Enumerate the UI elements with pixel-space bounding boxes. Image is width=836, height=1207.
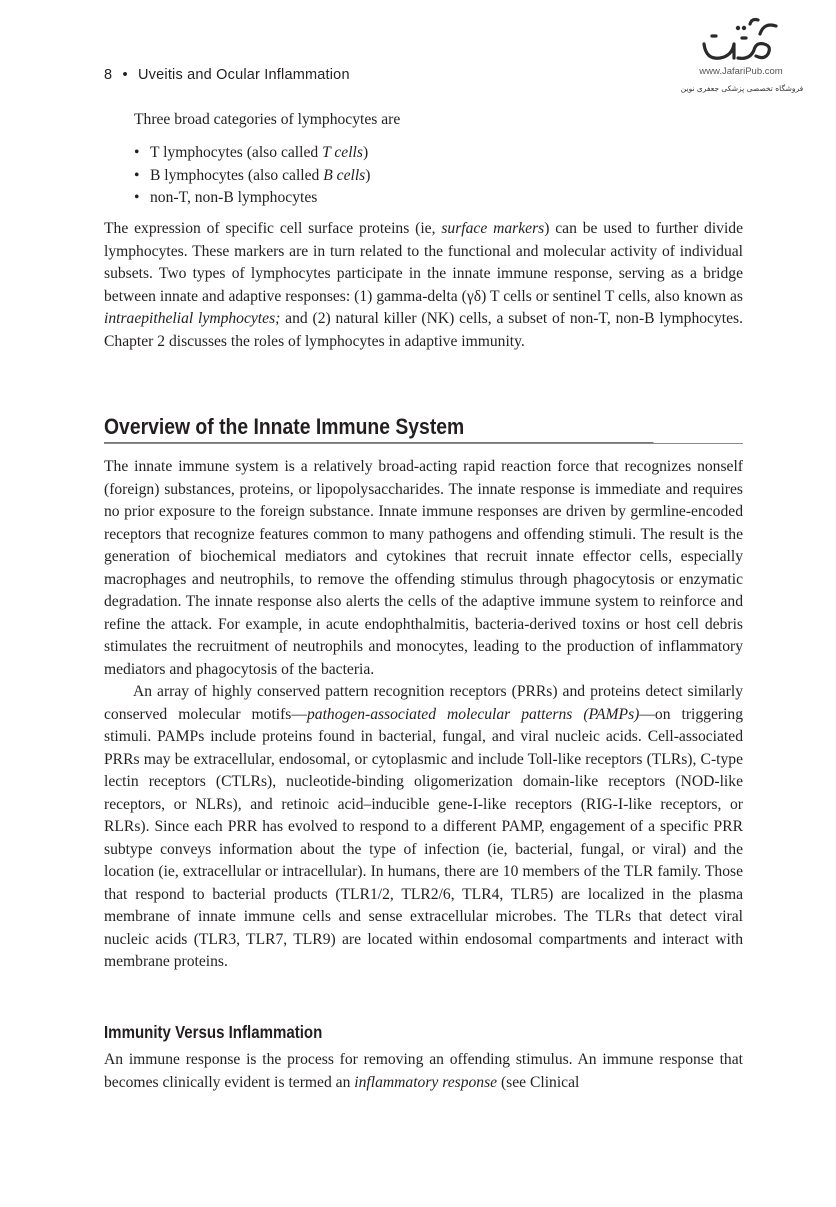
bullet-icon: • bbox=[134, 166, 140, 184]
paragraph-innate-overview: The innate immune system is a relatively broad-acting rapid reaction force that recognizes nonself (foreign) substances, proteins, or lipopolysaccharides. The innate response is immediate and requires no prior exposure to the foreign substance. Innate immune responses are driven by germline-encoded receptors that recognize features common to many pathogens and offending stimuli. The result is the generation of biochemical mediators and cytokines that recruit innate effector cells, especially macrophages and neutrophils, to remove the offending stimulus through phagocytosis or enzymatic degradation. The innate response also alerts the cells of the adaptive immune system to reinforce and refine the attack. For example, in acute endophthalmitis, bacteria-derived toxins or host cell debris stimulates the recruitment of neutrophils and monocytes, leading to the production of inflammatory mediators and phagocytosis of the bacteria. An array of highly conserved pattern recognition receptors (PRRs) and proteins detect similarly conserved molecular motifs—pathogen-associated molecular patterns (PAMPs)—on triggering stimuli. PAMPs include proteins found in bacterial, fungal, and viral nucleic acids. Cell-associated PRRs may be extracellular, endosomal, or cytoplasmic and include Toll-like receptors (TLRs), C-type lectin receptors (CTLRs), nucleotide-binding oligomerization domain-like receptors (NOD-like receptors, or NLRs), and retinoic acid–inducible gene-I-like receptors (RIG-I-like receptors, or RLRs). Since each PRR has evolved to respond to a different PAMP, engagement of a specific PRR subtype conveys information about the type of infection (ie, bacterial, fungal, or viral) and the location (ie, extracellular or intracellular). In humans, there are 10 members of the TLR family. Those that respond to bacterial products (TLR1/2, TLR2/6, TLR4, TLR5) are localized in the plasma membrane of innate immune cells and sense extracellular microbes. The TLRs that detect viral nucleic acids (TLR3, TLR7, TLR9) are located within endosomal compartments and interact with membrane proteins. bbox=[104, 456, 743, 974]
publisher-url: www.JafariPub.com bbox=[699, 66, 783, 77]
header-separator: • bbox=[122, 67, 128, 83]
publisher-logo-icon bbox=[698, 14, 784, 66]
page-number: 8 bbox=[104, 67, 113, 83]
section-rule bbox=[104, 443, 743, 444]
list-item: • non-T, non-B lymphocytes bbox=[134, 187, 370, 210]
list-item: • B lymphocytes (also called B cells) bbox=[134, 165, 370, 188]
list-item: • T lymphocytes (also called T cells) bbox=[134, 142, 370, 165]
intro-sentence: Three broad categories of lymphocytes are bbox=[134, 111, 401, 128]
subsection-heading: Immunity Versus Inflammation bbox=[104, 1022, 323, 1042]
lymphocyte-category-list bbox=[134, 142, 370, 210]
paragraph-surface-markers: The expression of specific cell surface proteins (ie, surface markers) can be used to further divide lymphocytes. These markers are in turn related to the functional and molecular activity of individual subsets. Two types of lymphocytes participate in the innate immune response, serving as a bridge between innate and adaptive responses: (1) gamma-delta (γδ) T cells or sentinel T cells, also known as intraepithelial lymphocytes; and (2) natural killer (NK) cells, a subset of non-T, non-B lymphocytes. Chapter 2 discusses the roles of lymphocytes in adaptive immunity. bbox=[104, 220, 743, 350]
book-title: Uveitis and Ocular Inflammation bbox=[138, 67, 350, 83]
section-heading: Overview of the Innate Immune System bbox=[104, 414, 654, 443]
publisher-logo bbox=[676, 14, 806, 104]
bullet-icon: • bbox=[134, 144, 140, 161]
running-head bbox=[104, 67, 350, 83]
bullet-icon: • bbox=[134, 189, 140, 206]
publisher-tagline: فروشگاه تخصصی پزشکی جعفری نوین bbox=[680, 84, 804, 93]
paragraph-immunity-vs-inflammation: An immune response is the process for removing an offending stimulus. An immune response that becomes clinically evident is termed an inflammatory response (see Clinical bbox=[104, 1051, 743, 1091]
paragraph-pattern-recognition: An array of highly conserved pattern recognition receptors (PRRs) and proteins detect similarly conserved molecular motifs—pathogen-associated molecular patterns (PAMPs)—on triggering stimuli. PAMPs include proteins found in bacterial, fungal, and viral nucleic acids. Cell-associated PRRs may be extracellular, endosomal, or cytoplasmic and include Toll-like receptors (TLRs), C-type lectin receptors (CTLRs), nucleotide-binding oligomerization domain-like receptors (NOD-like receptors, or NLRs), and retinoic acid–inducible gene-I-like receptors (RIG-I-like receptors, or RLRs). Since each PRR has evolved to respond to a different PAMP, engagement of a specific PRR subtype conveys information about the type of infection (ie, bacterial, fungal, or viral) and the location (ie, extracellular or intracellular). In humans, there are 10 members of the TLR family. Those that respond to bacterial products (TLR1/2, TLR2/6, TLR4, TLR5) are localized in the plasma membrane of innate immune cells and sense extracellular microbes. The TLRs that detect viral nucleic acids (TLR3, TLR7, TLR9) are located within endosomal compartments and interact with membrane proteins. bbox=[104, 683, 743, 970]
